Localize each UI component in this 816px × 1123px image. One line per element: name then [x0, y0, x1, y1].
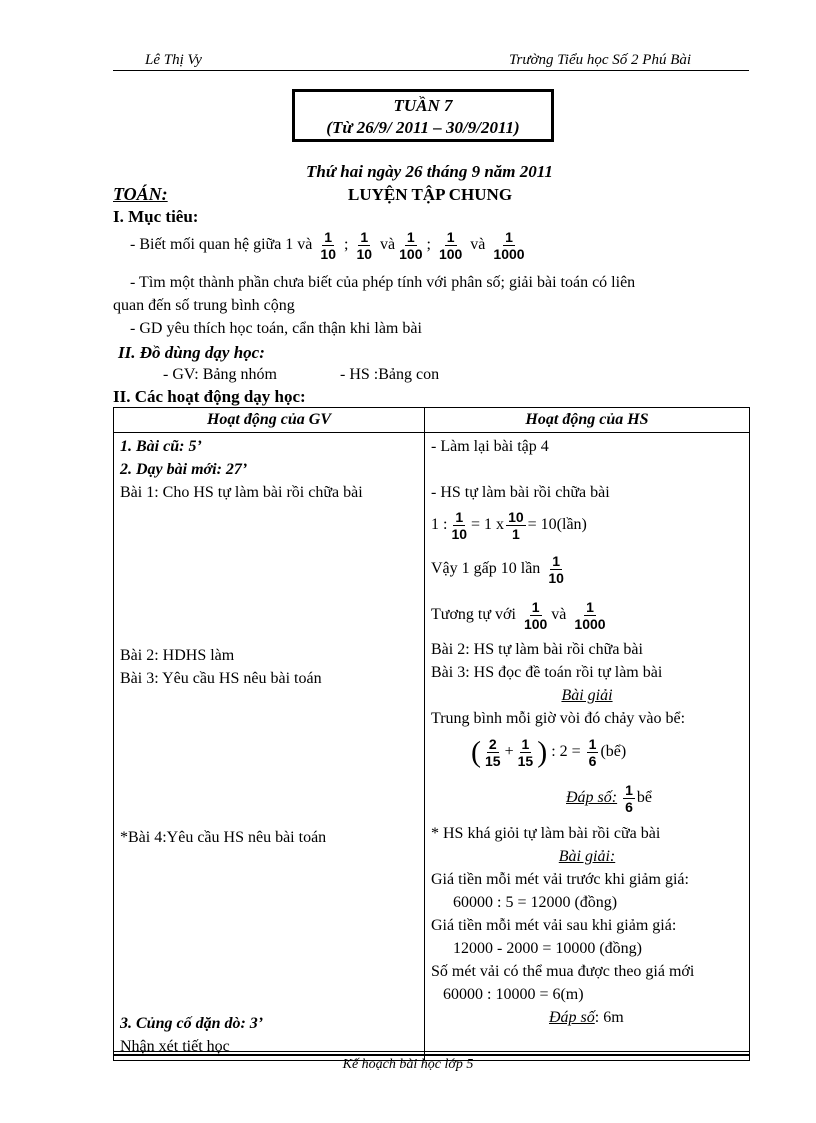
- hs-solution-label-2: Bài giải:: [558, 848, 616, 865]
- date-line: Thứ hai ngày 26 tháng 9 năm 2011: [306, 162, 553, 181]
- unit-text: bể: [636, 789, 653, 806]
- spacer: [120, 849, 418, 1012]
- gv-column: [114, 433, 425, 1061]
- hs-redo: - Làm lại bài tập 4: [431, 438, 549, 455]
- subject-label: TOÁN:: [113, 184, 168, 204]
- hs-so: [431, 546, 743, 592]
- header-teacher: Lê Thị Vy: [145, 52, 202, 68]
- fraction: $\frac{1}{1000}$: [574, 598, 606, 632]
- answer-label: Đáp số: [549, 1009, 595, 1026]
- fraction-1-100: $\frac{1}{100}$: [399, 229, 423, 262]
- fraction-1-1000: $\frac{1}{1000}$: [493, 229, 525, 262]
- activities-table: [113, 407, 750, 1061]
- div-text: : 2 =: [551, 743, 581, 760]
- materials-hs: - HS :Bảng con: [340, 366, 440, 383]
- header-school: Trường Tiểu học Số 2 Phú Bài: [509, 52, 692, 68]
- gv-ex4: *Bài 4:Yêu cầu HS nêu bài toán: [120, 829, 327, 846]
- hs-avg-calc: ( $\frac{2}{15}$ + $\frac{1}{15}$ ) : 2 = $\frac{1}{6}$ (bể): [471, 735, 627, 769]
- hs-price-before-text: Giá tiền mỗi mét vải trước khi giảm giá:: [431, 871, 689, 888]
- gv-new-lesson: 2. Dạy bài mới: 27’: [120, 461, 248, 478]
- hs-meters-calc: 60000 : 10000 = 6(m): [443, 986, 584, 1003]
- fraction: $\frac{10}{1}$: [508, 508, 524, 542]
- footer-divider: [113, 1051, 750, 1052]
- gv-ex2: Bài 2: HDHS làm: [120, 647, 235, 664]
- fraction: $\frac{1}{15}$: [517, 735, 534, 769]
- similar-text: Tương tự với: [431, 606, 516, 623]
- materials-heading: II. Đồ dùng dạy học:: [118, 343, 265, 362]
- unit-text: (bể): [600, 743, 627, 760]
- fraction: $\frac{1}{100}$: [523, 598, 548, 632]
- footer-text: Kế hoạch bài học lớp 5: [342, 1057, 474, 1072]
- fraction: $\frac{1}{10}$: [451, 508, 468, 542]
- objectives-heading: I. Mục tiêu:: [113, 207, 199, 226]
- fraction: $\frac{1}{6}$: [588, 735, 597, 769]
- fraction: $\frac{1}{6}$: [625, 781, 633, 815]
- gv-comment: Nhận xét tiết học: [120, 1038, 230, 1055]
- column-header-gv: Hoạt động của GV: [114, 408, 425, 433]
- hs-price-after-text: Giá tiền mỗi mét vải sau khi giảm giá:: [431, 917, 677, 934]
- objective-3: - GD yêu thích học toán, cẩn thận khi làm bài: [130, 320, 422, 337]
- hs-answer-2: [431, 1006, 743, 1029]
- hs-calc1: [431, 504, 743, 546]
- objective-1: [130, 229, 529, 262]
- table-header-row: [114, 408, 750, 433]
- hs-avg-text: Trung bình mỗi giờ vòi đó chảy vào bể:: [431, 710, 686, 727]
- hs-ex2: Bài 2: HS tự làm bài rồi chữa bài: [431, 641, 643, 658]
- spacer: [120, 690, 418, 826]
- hs-solution-label: Bài giải: [561, 687, 613, 704]
- objective-2-line2: quan đến số trung bình cộng: [113, 297, 295, 314]
- plus-sign: +: [504, 743, 514, 760]
- hs-similar: [431, 592, 743, 638]
- and-text: và: [551, 606, 567, 623]
- gv-ex3: Bài 3: Yêu cầu HS nêu bài toán: [120, 670, 322, 687]
- hs-answer: [431, 774, 743, 822]
- hs-price-before-calc: 60000 : 5 = 12000 (đồng): [453, 894, 618, 911]
- objective-2-line1: - Tìm một thành phần chưa biết của phép tính với phân số; giải bài toán có liên: [130, 274, 636, 291]
- materials-gv: - GV: Bảng nhóm: [163, 366, 277, 383]
- week-title: TUẦN 7: [393, 96, 453, 115]
- spacer: [120, 504, 418, 644]
- activities-heading: II. Các hoạt động dạy học:: [113, 387, 306, 406]
- calc-text: 1 :: [431, 516, 448, 533]
- separator: ;: [426, 236, 431, 254]
- fraction: $\frac{2}{15}$: [485, 735, 501, 769]
- week-range: (Từ 26/9/ 2011 – 30/9/2011): [326, 118, 520, 137]
- hs-price-after-calc: 12000 - 2000 = 10000 (đồng): [453, 940, 643, 957]
- fraction-1-10-b: $\frac{1}{10}$: [356, 229, 373, 262]
- answer-label: Đáp số:: [566, 789, 618, 806]
- column-header-hs: Hoạt động của HS: [425, 408, 750, 433]
- calc-text: = 10(lần): [527, 516, 587, 533]
- hs-ex3: Bài 3: HS đọc đề toán rồi tự làm bài: [431, 664, 663, 681]
- and-text: và: [380, 236, 396, 254]
- table-row: [114, 433, 750, 1061]
- footer-divider: [113, 1054, 750, 1056]
- fraction-1-10: $\frac{1}{10}$: [320, 229, 336, 262]
- gv-review: 3. Củng cố dặn dò: 3’: [120, 1015, 264, 1032]
- hs-column: [425, 433, 750, 1061]
- objective-1-prefix: - Biết mối quan hệ giữa 1 và: [130, 236, 313, 254]
- so-text: Vậy 1 gấp 10 lần: [431, 560, 541, 577]
- header-divider: [113, 70, 749, 71]
- separator: ;: [343, 236, 349, 254]
- and-text: và: [470, 236, 486, 254]
- lesson-title: LUYỆN TẬP CHUNG: [348, 185, 513, 204]
- week-box: [292, 89, 554, 142]
- hs-meters-text: Số mét vải có thể mua được theo giá mới: [431, 963, 695, 980]
- hs-ex1: - HS tự làm bài rồi chữa bài: [431, 484, 610, 501]
- answer-value: : 6m: [594, 1009, 624, 1026]
- gv-ex1: Bài 1: Cho HS tự làm bài rồi chữa bài: [120, 484, 363, 501]
- spacer: [431, 458, 743, 481]
- gv-old-lesson: 1. Bài cũ: 5’: [120, 438, 202, 455]
- calc-text: = 1 x: [471, 516, 505, 533]
- hs-ex4: * HS khá giỏi tự làm bài rồi cữa bài: [431, 825, 661, 842]
- fraction-1-100-b: $\frac{1}{100}$: [438, 229, 463, 262]
- fraction: $\frac{1}{10}$: [548, 552, 564, 586]
